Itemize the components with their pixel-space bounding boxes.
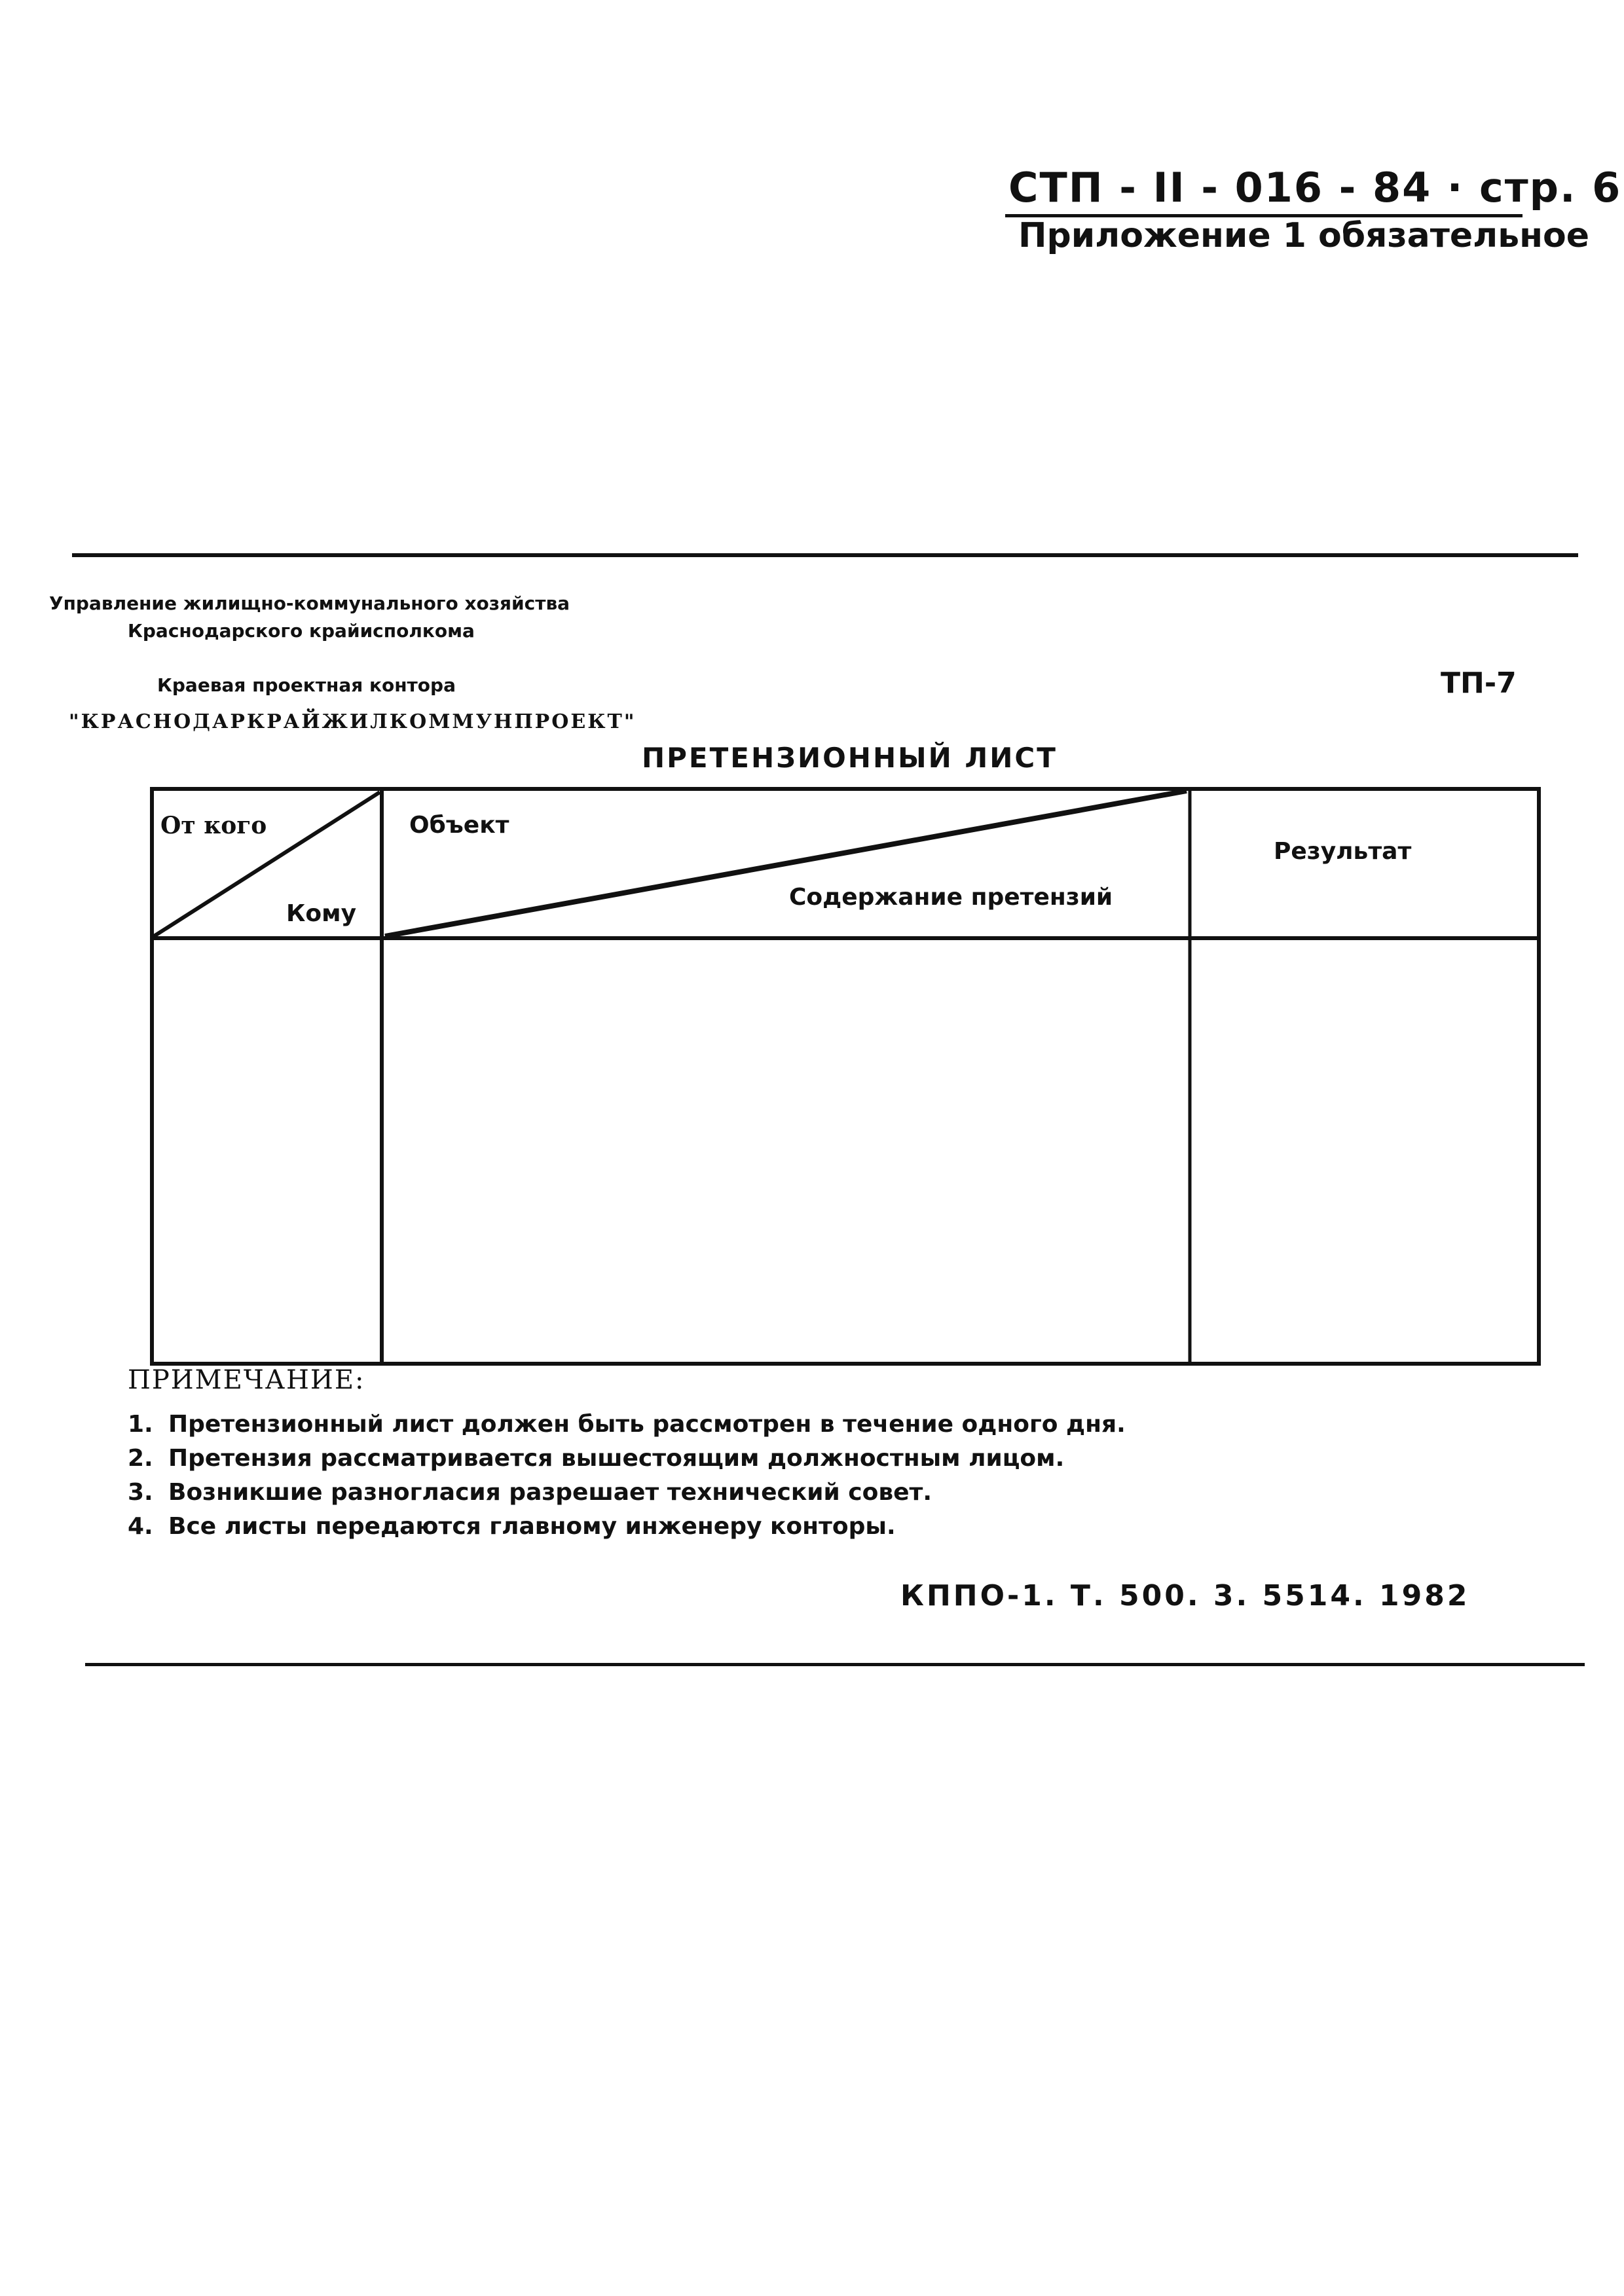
org-region-committee: Краснодарского крайисполкома (128, 620, 475, 642)
note-number: 3. (128, 1479, 153, 1506)
object-header: Объект (409, 812, 509, 839)
org-office-name: "КРАСНОДАРКРАЙЖИЛКОММУНПРОЕКТ" (69, 710, 637, 733)
bottom-rule (85, 1663, 1585, 1666)
table-border (152, 789, 1539, 1364)
to-header: Кому (286, 900, 357, 927)
note-item (128, 1476, 1126, 1510)
org-office: Краевая проектная контора (157, 674, 456, 696)
print-code: КППО-1. Т. 500. 3. 5514. 1982 (900, 1579, 1470, 1613)
note-text: Возникшие разногласия разрешает технический совет. (168, 1479, 932, 1506)
result-header: Результат (1274, 838, 1412, 865)
note-item (128, 1442, 1126, 1476)
note-text: Все листы передаются главному инженеру конторы. (168, 1513, 896, 1540)
note-number: 2. (128, 1445, 153, 1472)
note-text: Претензионный лист должен быть рассмотрен в течение одного дня. (168, 1411, 1126, 1438)
note-item (128, 1510, 1126, 1544)
appendix-label: Приложение 1 обязательное (1018, 216, 1590, 255)
note-number: 1. (128, 1411, 153, 1438)
note-number: 4. (128, 1513, 153, 1540)
from-header: От кого (160, 812, 267, 839)
org-department: Управление жилищно-коммунального хозяйства (49, 592, 570, 614)
notes-list (128, 1408, 1126, 1544)
note-text: Претензия рассматривается вышестоящим должностным лицом. (168, 1445, 1065, 1472)
note-item (128, 1408, 1126, 1442)
document-code: СТП - II - 016 - 84 · стр. 6 (1008, 164, 1622, 211)
form-title: ПРЕТЕНЗИОННЫЙ ЛИСТ (642, 742, 1058, 774)
claim-content-header: Содержание претензий (789, 884, 1113, 911)
form-code: ТП-7 (1441, 666, 1517, 700)
notes-title: ПРИМЕЧАНИЕ: (128, 1365, 365, 1395)
